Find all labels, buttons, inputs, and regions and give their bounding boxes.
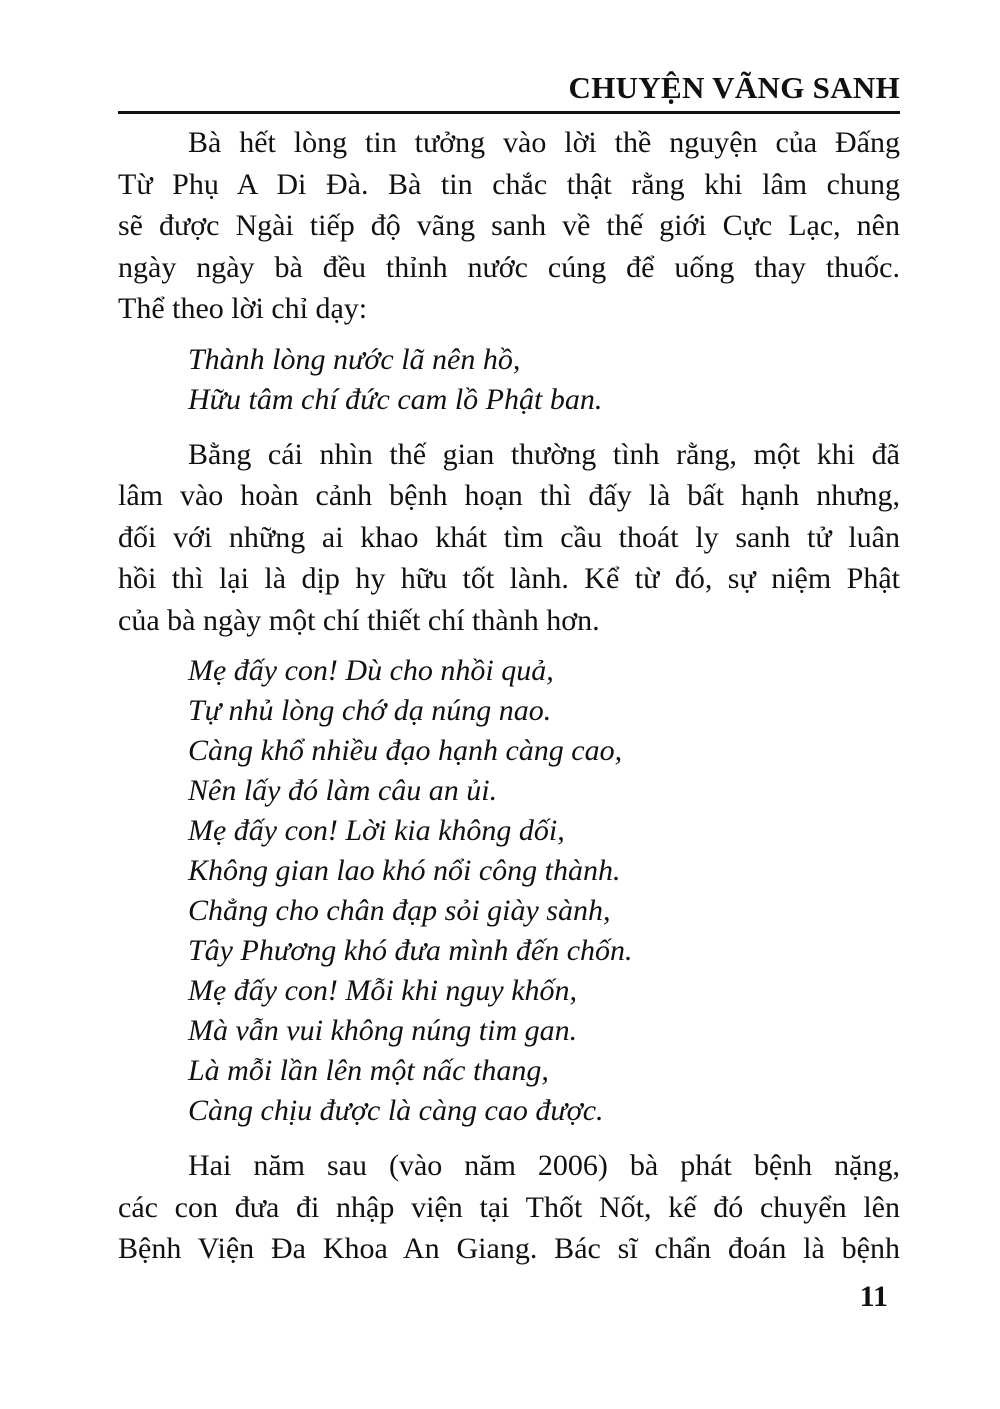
verse-line: Mẹ đấy con! Lời kia không dối, bbox=[188, 814, 565, 847]
verse-line: Nên lấy đó làm câu an ủi. bbox=[188, 774, 498, 807]
text-line: đối với những ai khao khát tìm cầu thoát ly sanh tử luân bbox=[118, 520, 900, 554]
verse-line: Mẹ đấy con! Dù cho nhồi quả, bbox=[188, 654, 554, 687]
verse-2 bbox=[118, 651, 900, 1131]
page-body bbox=[118, 122, 900, 1270]
verse-line: Càng khổ nhiều đạo hạnh càng cao, bbox=[188, 734, 623, 767]
header-rule bbox=[118, 111, 900, 114]
verse-line: Là mỗi lần lên một nấc thang, bbox=[188, 1054, 549, 1087]
paragraph-3 bbox=[118, 1145, 900, 1270]
text-line: Bệnh Viện Đa Khoa An Giang. Bác sĩ chẩn đoán là bệnh bbox=[118, 1232, 900, 1265]
text-line: sẽ được Ngài tiếp độ vãng sanh về thế giới Cực Lạc, nên bbox=[118, 209, 900, 242]
verse-line: Không gian lao khó nổi công thành. bbox=[188, 854, 621, 887]
text-line: ngày ngày bà đều thỉnh nước cúng để uống thay thuốc. bbox=[118, 250, 900, 284]
paragraph-1 bbox=[118, 122, 900, 330]
verse-line: Thành lòng nước lã nên hồ, bbox=[188, 342, 521, 376]
text-line: Thể theo lời chỉ dạy: bbox=[118, 292, 368, 325]
verse-1 bbox=[118, 340, 900, 420]
text-line: các con đưa đi nhập viện tại Thốt Nốt, kế đó chuyển lên bbox=[118, 1190, 900, 1224]
text-line: của bà ngày một chí thiết chí thành hơn. bbox=[118, 603, 600, 637]
text-line: Từ Phụ A Di Đà. Bà tin chắc thật rằng khi lâm chung bbox=[118, 167, 900, 201]
page-number: 11 bbox=[859, 1280, 888, 1313]
text-line: Hai năm sau (vào năm 2006) bà phát bệnh nặng, bbox=[188, 1149, 900, 1182]
text-line: Bằng cái nhìn thế gian thường tình rằng, một khi đã bbox=[188, 437, 900, 471]
text-line: Bà hết lòng tin tưởng vào lời thề nguyện của Đấng bbox=[188, 126, 900, 159]
verse-line: Càng chịu được là càng cao được. bbox=[188, 1094, 604, 1127]
verse-line: Mà vẫn vui không núng tim gan. bbox=[188, 1014, 578, 1047]
running-header bbox=[118, 70, 900, 110]
paragraph-2 bbox=[118, 434, 900, 642]
verse-line: Tây Phương khó đưa mình đến chốn. bbox=[188, 934, 633, 967]
text-line: hồi thì lại là dịp hy hữu tốt lành. Kể từ đó, sự niệm Phật bbox=[118, 562, 900, 595]
text-line: lâm vào hoàn cảnh bệnh hoạn thì đấy là bất hạnh nhưng, bbox=[118, 479, 900, 512]
running-header-title: CHUYỆN VÃNG SANH bbox=[568, 70, 900, 105]
verse-line: Hữu tâm chí đức cam lồ Phật ban. bbox=[188, 382, 603, 416]
verse-line: Chẳng cho chân đạp sỏi giày sành, bbox=[188, 894, 611, 927]
verse-line: Tự nhủ lòng chớ dạ núng nao. bbox=[188, 694, 552, 727]
verse-line: Mẹ đấy con! Mỗi khi nguy khốn, bbox=[188, 974, 578, 1007]
